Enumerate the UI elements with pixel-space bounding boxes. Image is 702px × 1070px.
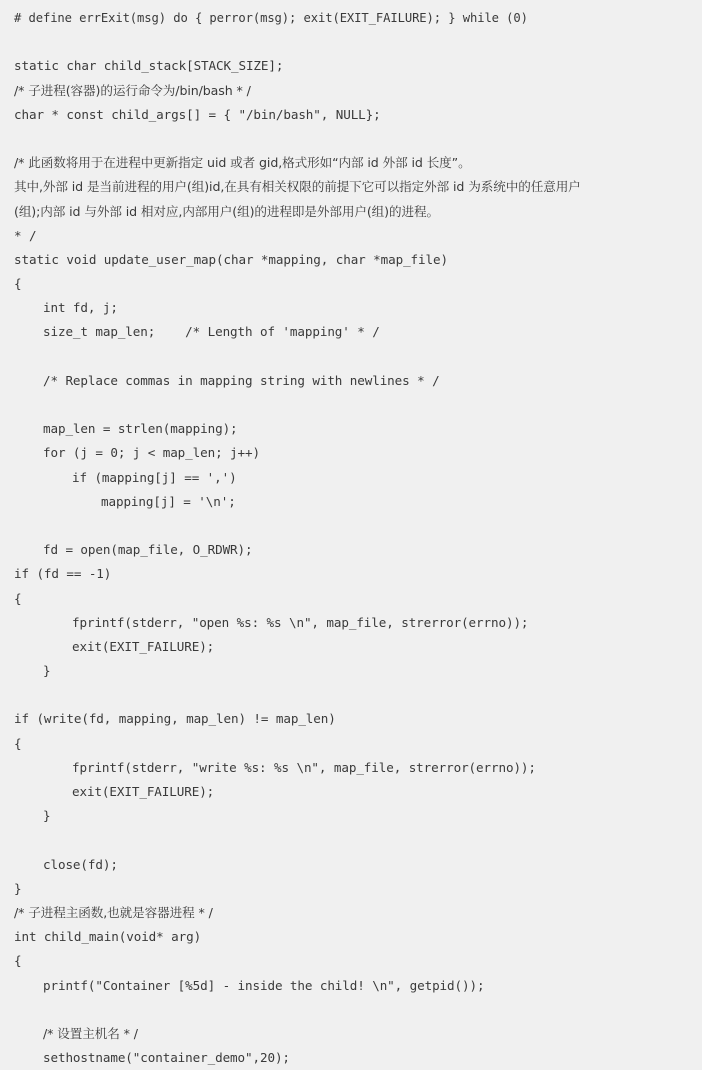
code-line bbox=[0, 828, 702, 852]
code-line: (组);内部 id 与外部 id 相对应,内部用户(组)的进程即是外部用户(组)的进程。 bbox=[14, 203, 439, 219]
code-line: exit(EXIT_FAILURE); bbox=[72, 638, 215, 654]
code-line: /* 此函数将用于在进程中更新指定 uid 或者 gid,格式形如“内部 id 外部 id 长度”。 bbox=[14, 155, 471, 171]
code-line: int fd, j; bbox=[43, 300, 118, 316]
code-line: { bbox=[14, 735, 22, 751]
code-line: static char child_stack[STACK_SIZE]; bbox=[14, 58, 284, 74]
code-line bbox=[0, 683, 702, 707]
code-line: close(fd); bbox=[43, 856, 118, 872]
code-line: if (fd == -1) bbox=[14, 566, 112, 582]
code-line: printf("Container [%5d] - inside the child! \n", getpid()); bbox=[43, 977, 485, 993]
code-line: if (mapping[j] == ',') bbox=[72, 469, 237, 485]
code-line: sethostname("container_demo",20); bbox=[43, 1050, 290, 1066]
code-line: mapping[j] = '\n'; bbox=[101, 493, 236, 509]
code-line: /* Replace commas in mapping string with newlines * / bbox=[43, 372, 440, 388]
code-line: } bbox=[43, 663, 51, 679]
code-line: fd = open(map_file, O_RDWR); bbox=[43, 542, 253, 558]
code-line bbox=[0, 514, 702, 538]
code-line: } bbox=[14, 880, 22, 896]
code-line: /* 设置主机名 * / bbox=[43, 1025, 138, 1041]
code-line: { bbox=[14, 953, 22, 969]
code-line: size_t map_len; /* Length of 'mapping' * / bbox=[43, 324, 380, 340]
code-line: # define errExit(msg) do { perror(msg); exit(EXIT_FAILURE); } while (0) bbox=[14, 11, 528, 25]
code-line: if (write(fd, mapping, map_len) != map_len) bbox=[14, 711, 336, 727]
code-line bbox=[0, 345, 702, 369]
code-line: fprintf(stderr, "open %s: %s \n", map_file, strerror(errno)); bbox=[72, 614, 529, 630]
code-line: } bbox=[43, 808, 51, 824]
code-line: exit(EXIT_FAILURE); bbox=[72, 784, 215, 799]
code-line bbox=[0, 127, 702, 151]
code-line: for (j = 0; j < map_len; j++) bbox=[43, 445, 260, 461]
code-line: /* 子进程(容器)的运行命令为/bin/bash * / bbox=[14, 82, 251, 98]
code-line: fprintf(stderr, "write %s: %s \n", map_file, strerror(errno)); bbox=[72, 759, 536, 775]
code-line: /* 子进程主函数,也就是容器进程 * / bbox=[14, 904, 213, 920]
code-line: int child_main(void* arg) bbox=[14, 929, 202, 945]
code-line: { bbox=[14, 590, 22, 606]
code-line bbox=[0, 998, 702, 1022]
code-line: map_len = strlen(mapping); bbox=[43, 421, 238, 437]
code-line: * / bbox=[14, 227, 37, 243]
code-line: char * const child_args[] = { "/bin/bash", NULL}; bbox=[14, 106, 381, 122]
code-line: { bbox=[14, 276, 22, 292]
code-line: 其中,外部 id 是当前进程的用户(组)id,在具有相关权限的前提下它可以指定外部 id 为系统中的任意用户 bbox=[14, 179, 581, 195]
code-line bbox=[0, 393, 702, 417]
code-line bbox=[0, 30, 702, 54]
code-line: static void update_user_map(char *mapping, char *map_file) bbox=[14, 251, 448, 267]
